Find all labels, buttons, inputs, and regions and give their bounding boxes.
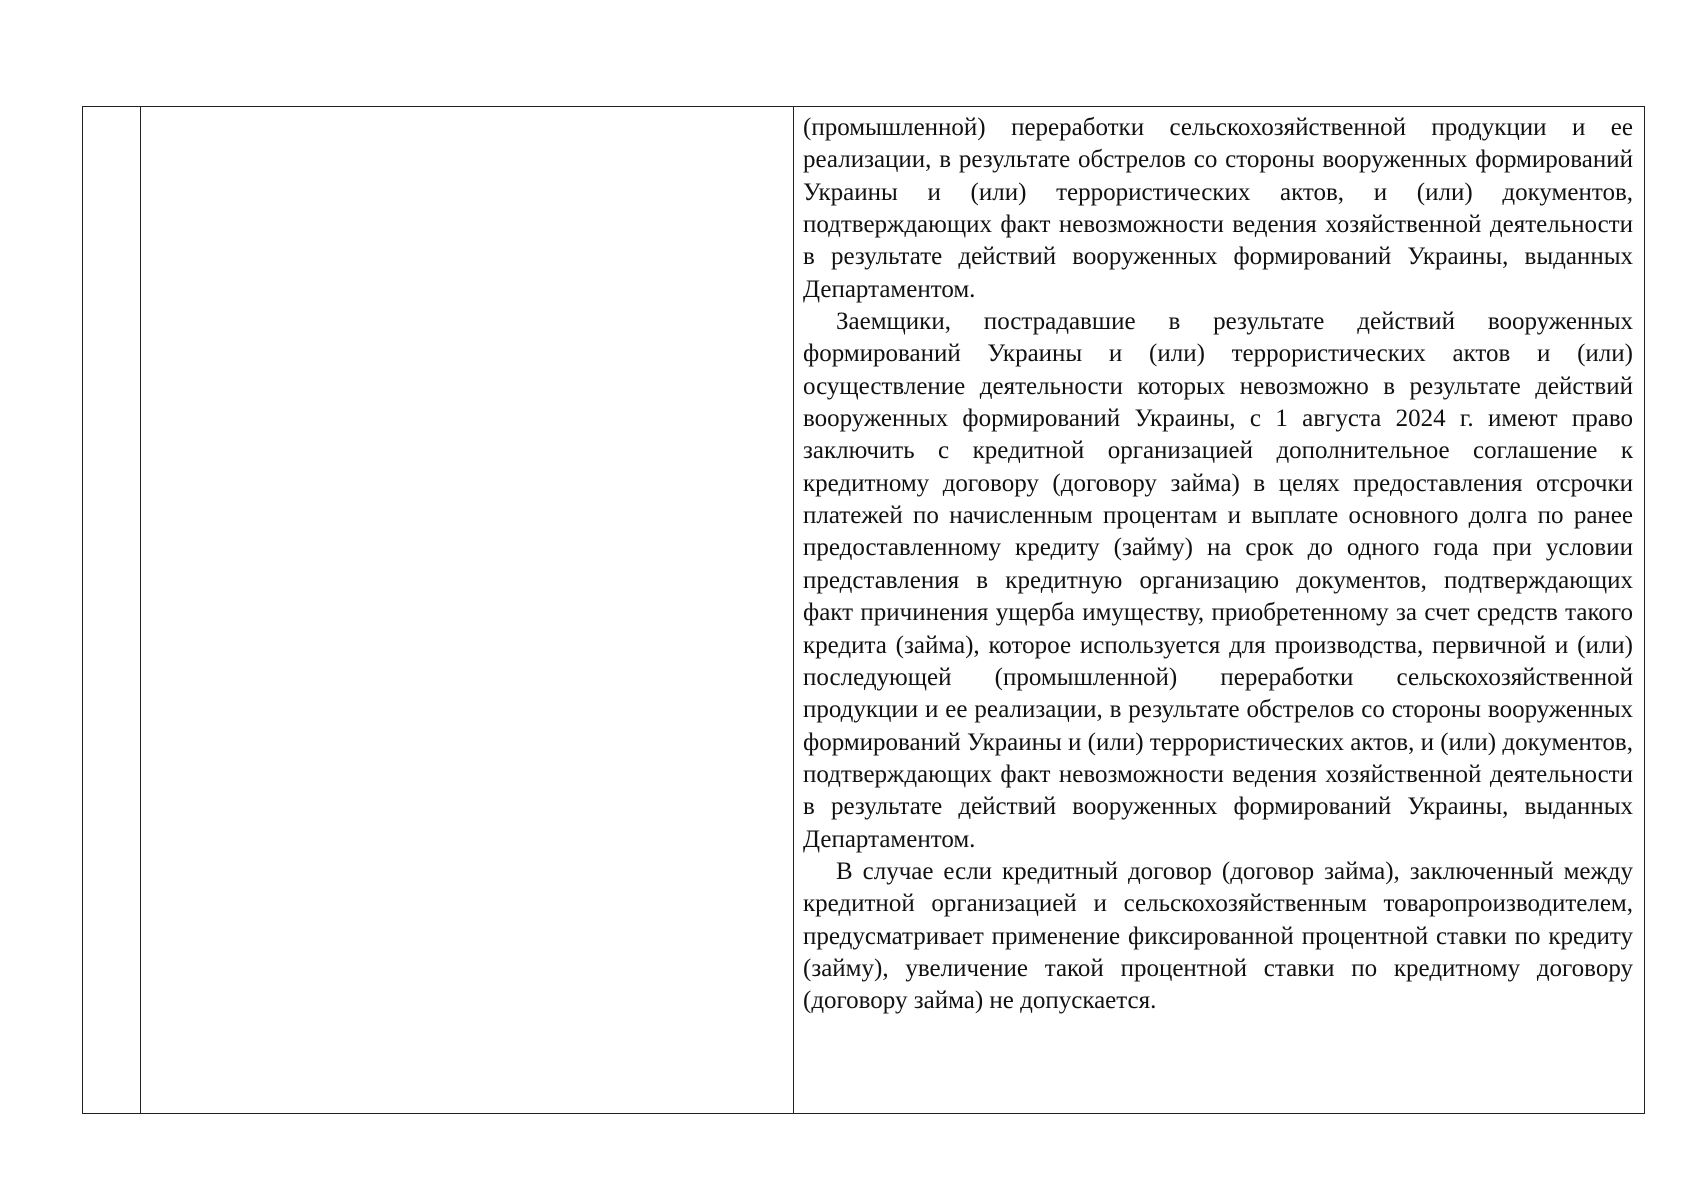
table-column-divider	[793, 107, 794, 1113]
table-text-cell	[803, 112, 1633, 1018]
paragraph-fixed-rate: В случае если кредитный договор (договор займа), заключенный между кредитной организацией и сельскохозяйственным товаропроизводителем, предусматривает применение фиксированной процентной ставки по кредиту (займу), увеличение такой процентной ставки по кредитному договору (договору займа) не допускается.	[803, 857, 1633, 1015]
paragraph-continuation: (промышленной) переработки сельскохозяйственной продукции и ее реализации, в результате обстрелов со стороны вооруженных формирований Украины и (или) террористических актов, и (или) документов, подтверждающих факт невозможности ведения хозяйственной деятельности в результате действий вооруженных формирований Украины, выданных Департаментом.	[803, 114, 1633, 303]
document-table	[82, 106, 1645, 1114]
paragraph-borrowers-deferral: Заемщики, пострадавшие в результате действий вооруженных формирований Украины и (или) террористических актов и (или) осуществление деятельности которых невозможно в результате действий вооруженных формирований Украины, с 1 августа 2024 г. имеют право заключить с кредитной организацией дополнительное соглашение к кредитному договору (договору займа) в целях предоставления отсрочки платежей по начисленным процентам и выплате основного долга по ранее предоставленному кредиту (займу) на срок до одного года при условии представления в кредитную организацию документов, подтверждающих факт причинения ущерба имуществу, приобретенному за счет средств такого кредита (займа), которое используется для производства, первичной и (или) последующей (промышленной) переработки сельскохозяйственной продукции и ее реализации, в результате обстрелов со стороны вооруженных формирований Украины и (или) террористических актов, и (или) документов, подтверждающих факт невозможности ведения хозяйственной деятельности в результате действий вооруженных формирований Украины, выданных Департаментом.	[803, 308, 1633, 853]
table-column-divider	[140, 107, 141, 1113]
